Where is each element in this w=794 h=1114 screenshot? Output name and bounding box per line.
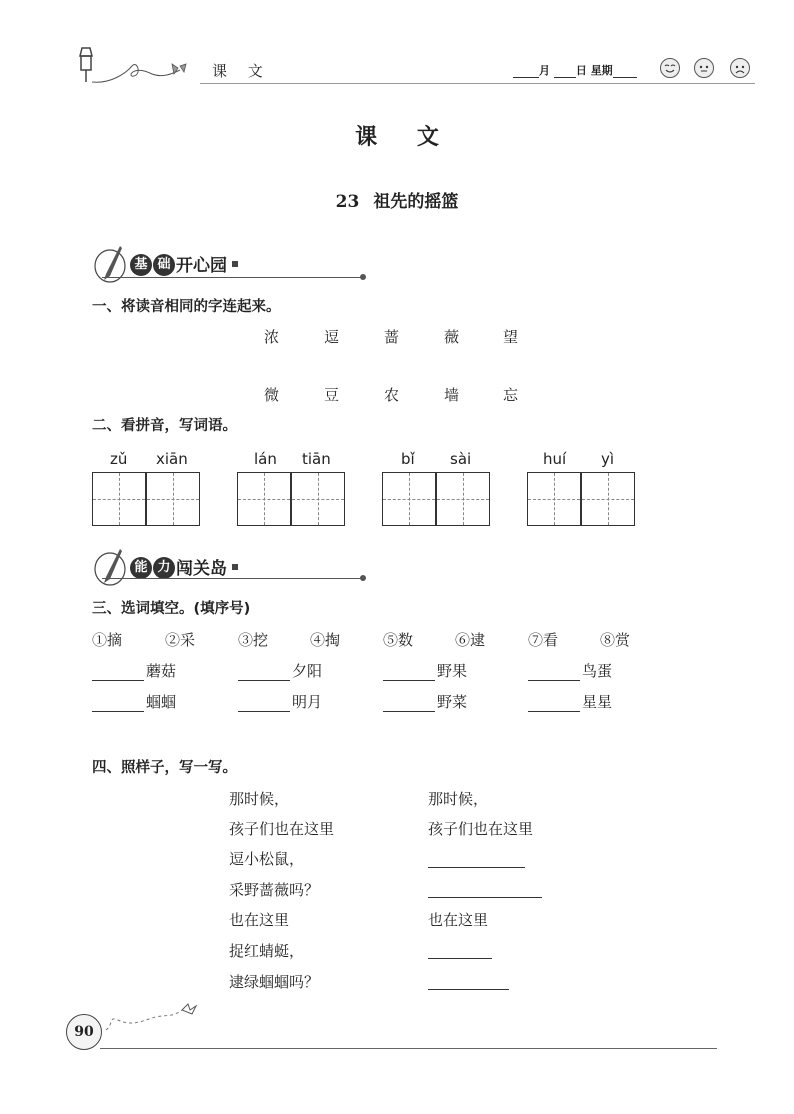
- poem-line-right: 孩子们也在这里: [428, 820, 534, 838]
- fill-item: 蘑菇: [92, 660, 176, 681]
- page-title: 课 文: [355, 124, 455, 150]
- badge-char-2: 础: [153, 254, 175, 276]
- header-rule: [200, 83, 755, 84]
- poem-line-left: 逗小松鼠，: [229, 850, 305, 868]
- writing-grid-box[interactable]: [527, 472, 581, 526]
- writing-grid-box[interactable]: [436, 472, 490, 526]
- badge-char-1: 能: [130, 557, 152, 579]
- option-4: ④掏: [310, 631, 341, 649]
- writing-grid-box[interactable]: [581, 472, 635, 526]
- q1-bottom-char-1[interactable]: 微: [264, 386, 280, 404]
- page-number: 90: [66, 1014, 102, 1050]
- option-3: ③挖: [238, 631, 269, 649]
- poem-line-left: 那时候，: [229, 790, 290, 808]
- answer-line[interactable]: [428, 958, 492, 960]
- pinyin-4a: huí: [543, 450, 567, 468]
- banner-dot: [360, 575, 366, 581]
- answer-blank[interactable]: [238, 679, 290, 681]
- writing-grid-box[interactable]: [382, 472, 436, 526]
- q1-top-char-2[interactable]: 逗: [324, 328, 340, 346]
- answer-line[interactable]: [428, 897, 542, 899]
- neutral-face-icon[interactable]: [694, 58, 714, 78]
- pinyin-1a: zǔ: [110, 450, 128, 468]
- poem-line-left: 采野蔷薇吗？: [229, 881, 320, 899]
- date-fields: [513, 62, 637, 78]
- day-blank[interactable]: [554, 77, 576, 78]
- fill-item: 野果: [383, 660, 467, 681]
- section-banner-basic: [92, 244, 372, 284]
- bird-trail-icon: [100, 1000, 200, 1040]
- answer-blank[interactable]: [92, 679, 144, 681]
- option-5: ⑤数: [383, 631, 414, 649]
- answer-line[interactable]: [428, 989, 509, 991]
- lesson-name: 祖先的摇篮: [373, 192, 459, 212]
- banner-rule: [102, 277, 364, 278]
- section-title-ability: 闯关岛: [176, 559, 227, 579]
- q1-bottom-char-5[interactable]: 忘: [503, 386, 519, 404]
- q1-top-char-3[interactable]: 蔷: [384, 328, 400, 346]
- option-7: ⑦看: [528, 631, 559, 649]
- answer-blank[interactable]: [528, 710, 580, 712]
- happy-face-icon[interactable]: [660, 58, 680, 78]
- lesson-title: [0, 187, 794, 212]
- q1-bottom-char-2[interactable]: 豆: [324, 386, 340, 404]
- answer-line[interactable]: [428, 867, 525, 869]
- header-lamp-icon: [72, 44, 202, 90]
- fill-item: 蝈蝈: [92, 691, 176, 712]
- q1-bottom-char-3[interactable]: 农: [384, 386, 400, 404]
- poem-line-left: 捉红蜻蜓，: [229, 942, 305, 960]
- day-label: 日: [575, 64, 587, 77]
- poem-line-left: 也在这里: [229, 911, 290, 929]
- poem-line-right: 也在这里: [428, 911, 489, 929]
- pinyin-4b: yì: [601, 450, 615, 468]
- writing-grid-box[interactable]: [291, 472, 345, 526]
- section-banner-ability: [92, 547, 372, 587]
- fill-item: 野菜: [383, 691, 467, 712]
- q1-bottom-char-4[interactable]: 墙: [444, 386, 460, 404]
- q1-top-char-1[interactable]: 浓: [264, 328, 280, 346]
- writing-grid-box[interactable]: [146, 472, 200, 526]
- pinyin-2b: tiān: [302, 450, 331, 468]
- answer-blank[interactable]: [528, 679, 580, 681]
- banner-dot: [360, 274, 366, 280]
- q1-top-char-4[interactable]: 薇: [444, 328, 460, 346]
- poem-line-right: 那时候，: [428, 790, 489, 808]
- poem-line-left: 逮绿蝈蝈吗？: [229, 973, 320, 991]
- option-1: ①摘: [92, 631, 123, 649]
- month-blank[interactable]: [513, 77, 539, 78]
- section-title-basic: 开心园: [176, 256, 227, 276]
- answer-blank[interactable]: [383, 710, 435, 712]
- running-title: 课 文: [212, 62, 271, 80]
- weekday-blank[interactable]: [613, 77, 637, 78]
- fill-item: 星星: [528, 691, 612, 712]
- fill-item: 鸟蛋: [528, 660, 612, 681]
- pinyin-1b: xiān: [156, 450, 188, 468]
- pinyin-2a: lán: [254, 450, 277, 468]
- footer-rule: [100, 1048, 717, 1049]
- fill-item: 明月: [238, 691, 322, 712]
- banner-rule: [102, 578, 364, 579]
- pinyin-3a: bǐ: [401, 450, 415, 468]
- brush-icon: [92, 547, 128, 587]
- writing-grid-box[interactable]: [92, 472, 146, 526]
- q2-prompt: 二、看拼音，写词语。: [92, 418, 237, 434]
- q3-prompt: 三、选词填空。(填序号): [92, 601, 251, 617]
- pinyin-3b: sài: [450, 450, 472, 468]
- badge-char-1: 基: [130, 254, 152, 276]
- q1-prompt: 一、将读音相同的字连起来。: [92, 299, 281, 315]
- brush-icon: [92, 244, 128, 284]
- answer-blank[interactable]: [383, 679, 435, 681]
- q4-prompt: 四、照样子，写一写。: [92, 760, 237, 776]
- q1-top-char-5[interactable]: 望: [503, 328, 519, 346]
- option-2: ②采: [165, 631, 196, 649]
- weekday-label: 星期: [590, 64, 613, 77]
- sad-face-icon[interactable]: [730, 58, 750, 78]
- badge-char-2: 力: [153, 557, 175, 579]
- option-8: ⑧赏: [600, 631, 631, 649]
- month-label: 月: [539, 64, 550, 77]
- answer-blank[interactable]: [92, 710, 144, 712]
- option-6: ⑥逮: [455, 631, 486, 649]
- poem-line-left: 孩子们也在这里: [229, 820, 335, 838]
- lesson-number: 23: [335, 192, 360, 212]
- answer-blank[interactable]: [238, 710, 290, 712]
- fill-item: 夕阳: [238, 660, 322, 681]
- writing-grid-box[interactable]: [237, 472, 291, 526]
